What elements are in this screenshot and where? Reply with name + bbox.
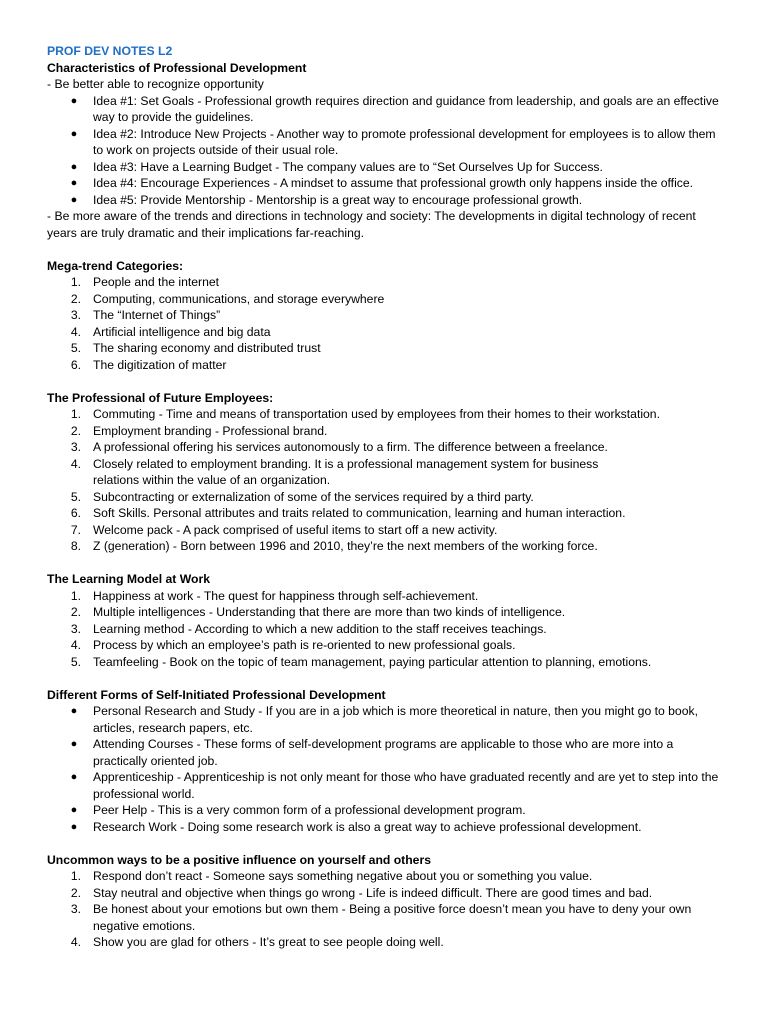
list-item: 1. People and the internet <box>70 275 220 289</box>
future-employees-list <box>47 406 727 555</box>
list-item: 6. Soft Skills. Personal attributes and traits related to communication, learning and human interaction. <box>70 506 626 520</box>
learning-model-heading: The Learning Model at Work <box>47 572 210 586</box>
list-item: 5. Teamfeeling - Book on the topic of team management, paying particular attention to planning, emotions. <box>70 654 652 669</box>
self-initiated-list <box>47 703 727 835</box>
positive-influence-list <box>47 868 727 951</box>
list-item: ● Idea #2: Introduce New Projects - Another way to promote professional development for employees is to allow them to work on projects outside of their usual role. <box>47 126 727 159</box>
list-item: ● Research Work - Doing some research work is also a great way to achieve professional development. <box>47 819 727 836</box>
characteristics-intro: - Be better able to recognize opportunity <box>47 77 264 91</box>
document-title: PROF DEV NOTES L2 <box>47 44 173 58</box>
list-item: 6. The digitization of matter <box>70 357 227 372</box>
list-item: 4. Artificial intelligence and big data <box>70 324 271 339</box>
list-item: 1. Happiness at work - The quest for happiness through self-achievement. <box>70 588 479 603</box>
list-item: 2. Stay neutral and objective when things go wrong - Life is indeed difficult. There are good times and bad. <box>70 885 653 900</box>
list-item: 3. Be honest about your emotions but own them - Being a positive force doesn’t mean you have to deny your own negative emotions. <box>70 902 692 933</box>
bullet-icon: ● <box>70 160 78 173</box>
list-item: 2. Multiple intelligences - Understanding that there are more than two kinds of intelligence. <box>70 605 566 619</box>
list-item: ● Idea #3: Have a Learning Budget - The company values are to “Set Ourselves Up for Success. <box>47 159 727 176</box>
megatrends-heading: Mega-trend Categories: <box>47 258 184 273</box>
positive-influence-heading: Uncommon ways to be a positive influence on yourself and others <box>47 852 431 867</box>
bullet-icon: ● <box>70 820 78 833</box>
list-item: 2. Employment branding - Professional brand. <box>70 423 328 438</box>
list-item: 5. Subcontracting or externalization of some of the services required by a third party. <box>70 489 534 504</box>
list-item: 2. Computing, communications, and storage everywhere <box>70 291 385 306</box>
self-initiated-heading: Different Forms of Self-Initiated Professional Development <box>47 687 386 702</box>
list-item: 4. Closely related to employment branding. It is a professional management system for business relations within the value of an organization. <box>70 456 599 487</box>
bullet-icon: ● <box>70 738 78 750</box>
list-item: ● Personal Research and Study - If you are in a job which is more theoretical in nature, then you might go to book, articles, research papers, etc. <box>47 703 727 736</box>
bullet-icon: ● <box>70 127 78 140</box>
list-item: 5. The sharing economy and distributed trust <box>70 341 321 355</box>
list-item: 1. Respond don’t react - Someone says something negative about you or something you value. <box>70 869 593 883</box>
list-item: 7. Welcome pack - A pack comprised of useful items to start off a new activity. <box>70 522 498 537</box>
list-item: ● Idea #1: Set Goals - Professional growth requires direction and guidance from leadership, and goals are an effective way to provide the guidelines. <box>47 93 727 126</box>
megatrends-list <box>47 274 727 373</box>
list-item: 3. A professional offering his services autonomously to a firm. The difference between a freelance. <box>70 440 608 454</box>
bullet-icon: ● <box>70 193 78 206</box>
learning-model-list <box>47 588 727 671</box>
list-item: ● Idea #4: Encourage Experiences - A mindset to assume that professional growth only happens inside the office. <box>47 175 727 192</box>
bullet-icon: ● <box>70 177 78 189</box>
list-item: ● Peer Help - This is a very common form of a professional development program. <box>47 802 727 819</box>
list-item: ● Idea #5: Provide Mentorship - Mentorship is a great way to encourage professional growth. <box>47 192 727 209</box>
characteristics-heading: Characteristics of Professional Development <box>47 60 307 75</box>
list-item: 8. Z (generation) - Born between 1996 and 2010, they’re the next members of the working force. <box>70 539 598 553</box>
list-item: ● Apprenticeship - Apprenticeship is not only meant for those who have graduated recently and are yet to step into the professional world. <box>47 769 727 802</box>
document-page <box>47 43 727 951</box>
bullet-icon: ● <box>70 804 78 816</box>
list-item: 4. Show you are glad for others - It’s great to see people doing well. <box>70 935 444 949</box>
future-employees-heading: The Professional of Future Employees: <box>47 390 274 405</box>
list-item: ● Attending Courses - These forms of self-development programs are applicable to those who are more into a practically oriented job. <box>47 736 727 769</box>
list-item: 4. Process by which an employee’s path is re-oriented to new professional goals. <box>70 638 516 652</box>
list-item: 1. Commuting - Time and means of transportation used by employees from their homes to their workstation. <box>70 407 660 421</box>
characteristics-outro: - Be more aware of the trends and directions in technology and society: The developments in digital technology of recent years are truly dramatic and their implications far-reaching. <box>47 209 696 240</box>
bullet-icon: ● <box>70 94 78 107</box>
list-item: 3. The “Internet of Things” <box>70 308 221 322</box>
bullet-icon: ● <box>70 771 78 783</box>
list-item: 3. Learning method - According to which a new addition to the staff receives teachings. <box>70 621 547 636</box>
bullet-icon: ● <box>70 705 78 717</box>
ideas-list <box>47 93 727 209</box>
